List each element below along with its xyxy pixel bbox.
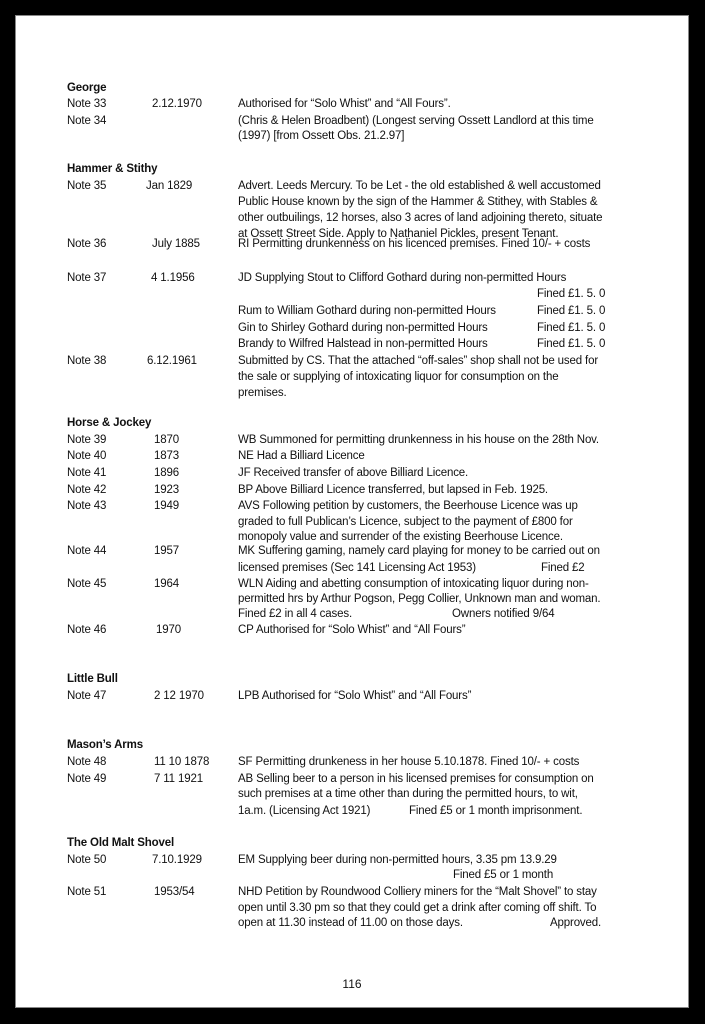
note-date: 6.12.1961: [147, 355, 197, 367]
note-date: 1970: [156, 624, 181, 636]
note-date: 7.10.1929: [152, 854, 202, 866]
fine-amount: Fined £1. 5. 0: [537, 322, 606, 334]
note-text: Advert. Leeds Mercury. To be Let - the old established & well accustomed: [238, 180, 601, 192]
note-text: licensed premises (Sec 141 Licensing Act 1953): [238, 562, 476, 574]
note-date: 1953/54: [154, 886, 195, 898]
note-text: MK Suffering gaming, namely card playing for money to be carried out on: [238, 545, 600, 557]
note-text: premises.: [238, 387, 287, 399]
note-date: 1870: [154, 434, 179, 446]
note-label: Note 38: [67, 355, 107, 367]
note-text: at Ossett Street Side. Apply to Nathaniel Pickles, present Tenant.: [238, 228, 559, 240]
note-text: WLN Aiding and abetting consumption of intoxicating liquor during non-: [238, 578, 589, 590]
section-heading-hammer-stithy: Hammer & Stithy: [67, 163, 158, 175]
section-heading-little-bull: Little Bull: [67, 673, 118, 685]
note-text: Fined £2 in all 4 cases.: [238, 608, 353, 620]
note-date: 1873: [154, 450, 179, 462]
note-label: Note 50: [67, 854, 107, 866]
note-text: JD Supplying Stout to Clifford Gothard during non-permitted Hours: [238, 272, 567, 284]
approval-status: Approved.: [550, 917, 602, 929]
note-text: Authorised for “Solo Whist” and “All Fours”.: [238, 98, 451, 110]
note-label: Note 36: [67, 238, 107, 250]
note-text: monopoly value and surrender of the existing Beerhouse Licence.: [238, 531, 563, 543]
note-label: Note 37: [67, 272, 107, 284]
note-label: Note 45: [67, 578, 107, 590]
note-date: 7 11 1921: [154, 773, 203, 785]
note-text: JF Received transfer of above Billiard Licence.: [238, 467, 469, 479]
note-text: the sale or supplying of intoxicating liquor for consumption on the: [238, 371, 559, 383]
fine-amount: Fined £1. 5. 0: [537, 288, 606, 300]
note-text: CP Authorised for “Solo Whist” and “All Fours”: [238, 624, 466, 636]
note-text: other outbuilings, 12 horses, also 3 acres of land adjoining thereto, situate: [238, 212, 603, 224]
note-text: WB Summoned for permitting drunkenness in his house on the 28th Nov.: [238, 434, 599, 446]
note-label: Note 44: [67, 545, 107, 557]
section-heading-george: George: [67, 82, 107, 94]
note-date: 1896: [154, 467, 179, 479]
note-label: Note 39: [67, 434, 107, 446]
note-text: Rum to William Gothard during non-permitted Hours: [238, 305, 496, 317]
note-text: open at 11.30 instead of 11.00 on those days.: [238, 917, 463, 929]
note-label: Note 34: [67, 115, 107, 127]
note-date: 11 10 1878: [154, 756, 210, 768]
note-text: 1a.m. (Licensing Act 1921): [238, 805, 371, 817]
note-date: July 1885: [152, 238, 200, 250]
section-heading-masons-arms: Mason’s Arms: [67, 739, 143, 751]
note-text: SF Permitting drunkeness in her house 5.10.1878. Fined 10/- + costs: [238, 756, 580, 768]
note-text: Gin to Shirley Gothard during non-permitted Hours: [238, 322, 488, 334]
note-date: Jan 1829: [146, 180, 193, 192]
note-text: NE Had a Billiard Licence: [238, 450, 365, 462]
note-label: Note 40: [67, 450, 107, 462]
note-label: Note 51: [67, 886, 107, 898]
note-date: 2.12.1970: [152, 98, 202, 110]
note-text: graded to full Publican’s Licence, subject to the payment of £800 for: [238, 516, 573, 528]
note-label: Note 41: [67, 467, 107, 479]
section-heading-horse-jockey: Horse & Jockey: [67, 417, 152, 429]
note-date: 1923: [154, 484, 179, 496]
fine-amount: Fined £5 or 1 month: [453, 869, 554, 881]
note-text: permitted hrs by Arthur Pogson, Pegg Collier, Unknown man and woman.: [238, 593, 601, 605]
note-label: Note 35: [67, 180, 107, 192]
note-label: Note 48: [67, 756, 107, 768]
note-text: AB Selling beer to a person in his licensed premises for consumption on: [238, 773, 594, 785]
note-date: 2 12 1970: [154, 690, 204, 702]
note-text: Brandy to Wilfred Halstead in non-permitted Hours: [238, 338, 488, 350]
owners-notified: Owners notified 9/64: [452, 608, 555, 620]
note-text: Submitted by CS. That the attached “off-sales” shop shall not be used for: [238, 355, 599, 367]
document-page: [15, 15, 689, 1008]
note-label: Note 47: [67, 690, 107, 702]
note-text: such premises at a time other than during the permitted hours, to wit,: [238, 788, 578, 800]
fine-amount: Fined £5 or 1 month imprisonment.: [409, 805, 583, 817]
note-label: Note 43: [67, 500, 107, 512]
section-heading-old-malt-shovel: The Old Malt Shovel: [67, 837, 175, 849]
note-label: Note 46: [67, 624, 107, 636]
page-number: 116: [342, 977, 362, 991]
note-text: AVS Following petition by customers, the Beerhouse Licence was up: [238, 500, 578, 512]
note-text: NHD Petition by Roundwood Colliery miners for the “Malt Shovel” to stay: [238, 886, 597, 898]
note-text: LPB Authorised for “Solo Whist” and “All Fours”: [238, 690, 472, 702]
fine-amount: Fined £1. 5. 0: [537, 338, 606, 350]
note-label: Note 33: [67, 98, 107, 110]
note-text: RI Permitting drunkenness on his licenced premises. Fined 10/- + costs: [238, 238, 591, 250]
note-label: Note 49: [67, 773, 107, 785]
note-text: (1997) [from Ossett Obs. 21.2.97]: [238, 130, 405, 142]
note-text: open until 3.30 pm so that they could get a drink after coming off shift. To: [238, 902, 597, 914]
note-date: 1957: [154, 545, 179, 557]
note-date: 1949: [154, 500, 179, 512]
note-date: 4 1.1956: [151, 272, 195, 284]
note-text: EM Supplying beer during non-permitted hours, 3.35 pm 13.9.29: [238, 854, 557, 866]
fine-amount: Fined £1. 5. 0: [537, 305, 606, 317]
note-text: (Chris & Helen Broadbent) (Longest serving Ossett Landlord at this time: [238, 115, 594, 127]
note-text: BP Above Billiard Licence transferred, but lapsed in Feb. 1925.: [238, 484, 548, 496]
fine-amount: Fined £2: [541, 562, 585, 574]
note-date: 1964: [154, 578, 179, 590]
note-text: Public House known by the sign of the Hammer & Stithey, with Stables &: [238, 196, 598, 208]
note-label: Note 42: [67, 484, 107, 496]
